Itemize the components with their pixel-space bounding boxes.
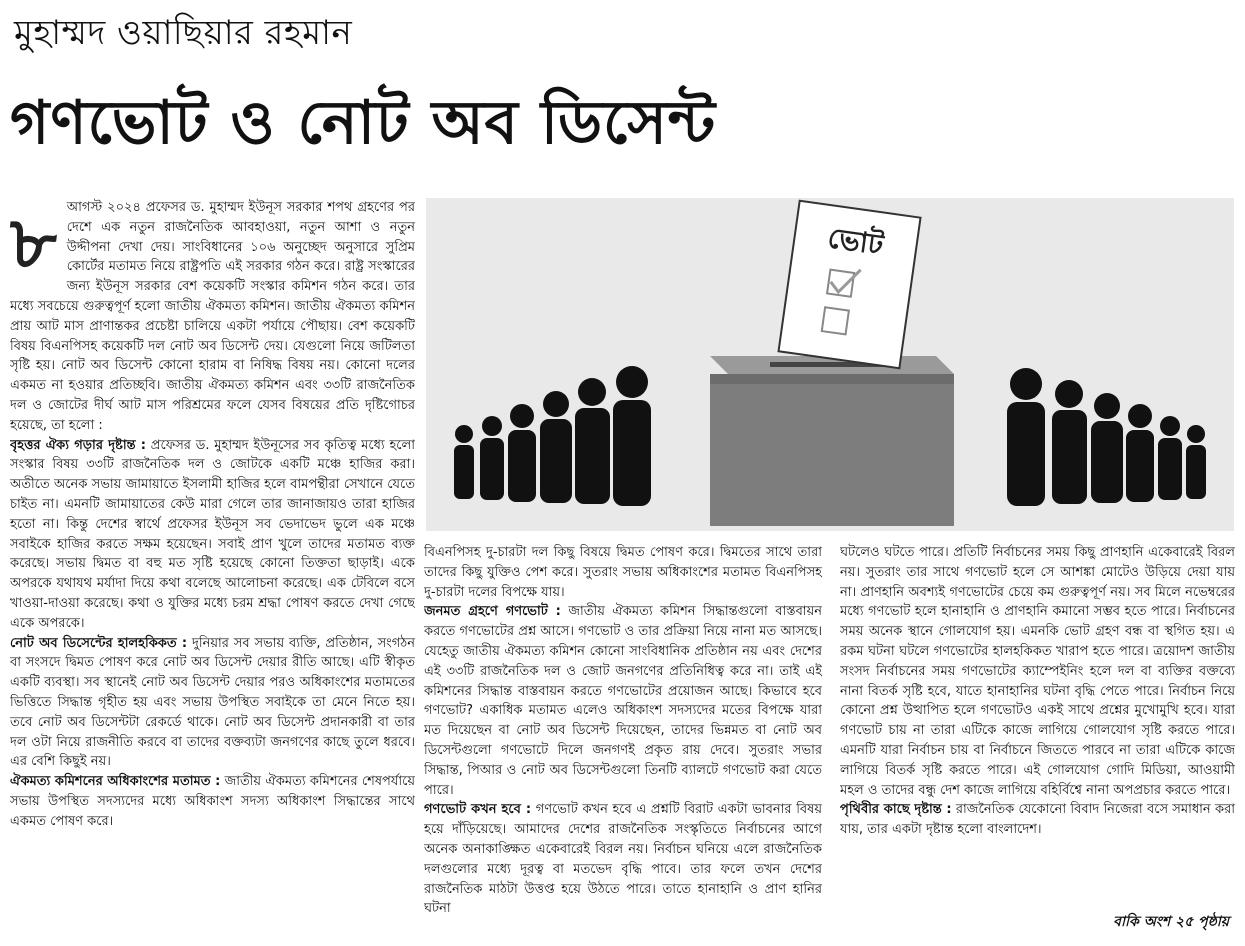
paragraph: দুনিয়ার সব সভায় ব্যক্তি, প্রতিষ্ঠান, সংগঠন বা সংসদে দ্বিমত পোষণ করে নোট অব ডিসেন্ট দেয়ার রীতি আছে। এটি স্বীকৃত একটি ব্যবস্থা। সব স্থানেই নোট অব ডিসেন্ট দেয়ার পরও অধিকাংশের মতামতের ভিত্তিতে সিদ্ধান্ত গৃহীত হয় এবং সভায় উপস্থিত সবাইকে তা মেনে নিতে হয়। তবে নোট অব ডিসেন্টটা রেকর্ডে থাকে। নোট অব ডিসেন্ট প্রদানকারী বা তার দল ওটা নিয়ে রাজনীতি করবে বা তাদের বক্তব্যটা জনগণের কাছে তুলে ধরবে। এর বেশি কিছুই নয়। <box>10 635 415 770</box>
paragraph: জাতীয় ঐকমত্য কমিশন সিদ্ধান্তগুলো বাস্তবায়ন করতে গণভোটের প্রশ্ন আসে। গণভোট ও তার প্রক্রিয়া নিয়ে নানা মত আসছে। যেহেতু জাতীয় ঐকমত্য কমিশন কোনো সাংবিধানিক প্রতিষ্ঠান নয় এবং দেশের এই ৩৩টি রাজনৈতিক দল ও জোট জনগণের প্রতিনিধিত্ব করে না। তাই এই কমিশনের সিদ্ধান্ত বাস্তবায়ন করতে গণভোটের প্রয়োজন আছে। কিভাবে হবে গণভোট? একাধিক মতামত এলেও অধিকাংশ সদস্যদের মতের বিপক্ষে যারা মত দিয়েছেন বা নোট অব ডিসেন্ট দিয়েছেন, তাদের ভিন্নমত বা নোট অব ডিসেন্টগুলো গণভোটে দিলে জনগণই প্রকৃত রায় দেবে। সুতরাং সভার সিদ্ধান্ত, পিআর ও নোট অব ডিসেন্টগুলো তিনটি ব্যালটে গণভোট করা যেতে পারে। <box>424 604 822 798</box>
headline: গণভোট ও নোট অব ডিসেন্ট <box>10 88 717 158</box>
ballot-box-illustration <box>426 198 1234 531</box>
ballot-label: ভোট <box>825 221 886 262</box>
paragraph: বিএনপিসহ দু-চারটা দল কিছু বিষয়ে দ্বিমত পোষণ করে। দ্বিমতের সাথে তারা তাদের কিছু যুক্তিও পেশ করে। সুতরাং সভায় অধিকাংশের মতামত বিএনপিসহ দু-চারটা দলের বিপক্ষে যায়। <box>424 545 822 600</box>
paragraph: জাতীয় ঐকমত্য কমিশনের শেষপর্যায়ে সভায় উপস্থিত সদস্যদের মধ্যে অধিকাংশ সদস্য অধিকাংশ সিদ্ধান্তের সাথে একমত পোষণ করে। <box>10 774 415 829</box>
author-byline: মুহাম্মদ ওয়াছিয়ার রহমান <box>14 13 353 53</box>
paragraph: গণভোট কখন হবে এ প্রশ্নটি বিরাট একটা ভাবনার বিষয় হয়ে দাঁড়িয়েছে। আমাদের দেশের রাজনৈতিক সংস্কৃতিতে নির্বাচনের আগে অনেক অনাকাঙ্ক্ষিত একেবারেই বিরল নয়। নির্বাচন ঘনিয়ে এলে রাজনৈতিক দলগুলোর মধ্যে দূরত্ব বা মতভেদ বৃদ্ধি পাবে। তার ফলে তখন দেশের রাজনৈতিক মাঠটা উত্তপ্ত হয়ে উঠতে পারে। তাতে হানাহানি ও প্রাণ হানির ঘটনা <box>424 802 822 917</box>
subheading: বৃহত্তর ঐক্য গড়ার দৃষ্টান্ত : <box>10 437 146 453</box>
subheading: নোট অব ডিসেন্টের হালহকিকত : <box>10 635 188 651</box>
paragraph: রাজনৈতিক যেকোনো বিবাদ নিজেরা বসে সমাধান করা যায়, তার একটা দৃষ্টান্ত হলো বাংলাদেশ। <box>840 802 1235 838</box>
intro-text: আগস্ট ২০২৪ প্রফেসর ড. মুহাম্মদ ইউনূস সরকার শপথ গ্রহণের পর দেশে এক নতুন রাজনৈতিক আবহাওয়া, নতুন আশা ও নতুন উদ্দীপনা দেখা দেয়। সাংবিধানের ১০৬ অনুচ্ছেদ অনুসারে সুপ্রিম কোর্টের মতামত নিয়ে রাষ্ট্রপতি এই সরকার গঠন করে। রাষ্ট্র সংস্কারের জন্য ইউনূস সরকার বেশ কয়েকটি সংস্কার কমিশন গঠন করে। তার মধ্যে সবচেয়ে গুরুত্বপূর্ণ হলো জাতীয় ঐকমত্য কমিশন। জাতীয় ঐকমত্য কমিশন প্রায় আট মাস প্রাণান্তকর প্রচেষ্টা চালিয়ে একটা পর্যায়ে পৌছায়। বেশ কয়েকটি বিষয় বিএনপিসহ কয়েকটি দল নোট অব ডিসেন্ট দেয়। যেগুলো নিয়ে জটিলতা সৃষ্টি হয়। নোট অব ডিসেন্ট কোনো হারাম বা নিষিদ্ধ বিষয় নয়। কোনো দলের একমত না হওয়ার প্রতিচ্ছবি। জাতীয় ঐকমত্য কমিশন এবং ৩৩টি রাজনৈতিক দল ও জোটের দীর্ঘ আট মাস পরিশ্রমের ফলে যেসব বিষয়ের প্রতি দৃষ্টিগোচর হয়েছে, তা হলো : <box>10 200 415 433</box>
dropcap: ৮ <box>10 201 57 285</box>
subheading: ঐকমত্য কমিশনের অধিকাংশের মতামত : <box>10 774 221 790</box>
article-column-1 <box>10 198 415 918</box>
continued-notice: বাকি অংশ ২৫ পৃষ্ঠায় <box>1113 914 1229 930</box>
subheading: গণভোট কখন হবে : <box>424 802 532 818</box>
article-column-2 <box>424 543 822 935</box>
subheading: জনমত গ্রহণে গণভোট : <box>424 604 561 620</box>
paragraph: প্রফেসর ড. মুহাম্মদ ইউনূসের সব কৃতিত্ব মধ্যে হলো সংস্কার বিষয় ৩৩টি রাজনৈতিক দল ও জোটকে একটি মঞ্চে হাজির করা। অতীতে অনেক সভায় জামায়াতে ইসলামী হাজির হলে বামপন্থীরা সেখানে যেতে চাইত না। এমনটি জামায়াতের কেউ মারা গেলে তার জানাজায়ও তারা হাজির হতো না। কিন্তু দেশের স্বার্থে প্রফেসর ইউনূস সব ভেদাভেদ ভুলে এক মঞ্চে সবাইকে হাজির করতে সক্ষম হয়েছেন। সবাই প্রাণ খুলে তাদের মতামত ব্যক্ত করেছে। সভায় দ্বিমত বা বহু মত সৃষ্টি হয়েছে কোনো তিক্ততা ছাড়াই। একে অপরকে যথাযথ মর্যাদা দিয়ে কথা বলেছে আলোচনা করেছে। এক টেবিলে বসে খাওয়া-দাওয়া করেছে। কথা ও যুক্তির মধ্যে চরম শ্রদ্ধা পোষণ করতে দেখা গেছে একে অপরকে। <box>10 437 415 631</box>
subheading: পৃথিবীর কাছে দৃষ্টান্ত : <box>840 802 952 818</box>
article-column-3 <box>840 543 1235 903</box>
paragraph: ঘটলেও ঘটতে পারে। প্রতিটি নির্বাচনের সময় কিছু প্রাণহানি একেবারেই বিরল নয়। সুতরাং তার সাথে গণভোট হলে সে আশঙ্কা মোটেও উড়িয়ে দেয়া যায় না। প্রাণহানি অবশ্যই গণভোটের চেয়ে কম গুরুত্বপূর্ণ নয়। সব মিলে নভেম্বরের মধ্যে গণভোট হলে হানাহানি ও প্রাণহানি কমানো সম্ভব হতে পারে। নির্বাচনের সময় অনেক স্থানে গোলযোগ হয়। এমনকি ভোট গ্রহণ বন্ধ বা স্থগিত হয়। এ রকম ঘটনা ঘটলে গণভোটের হালহকিকত খারাপ হতে পারে। ত্রয়োদশ জাতীয় সংসদ নির্বাচনের সময় গণভোটের ক্যাম্পেইনিং হলে দল বা ব্যক্তির বক্তব্যে নানা বিতর্ক সৃষ্টি হবে, যাতে হানাহানির ঘটনা বৃদ্ধি পেতে পারে। নির্বাচন নিয়ে কোনো প্রশ্ন উত্থাপিত হলে গণভোটও একই সাথে প্রশ্নের মুখোমুখি হবে। যারা গণভোট চায় না তারা এটিকে কাজে লাগিয়ে গোলযোগ সৃষ্টি করতে পারে। এমনটি যারা নির্বাচন চায় বা নির্বাচনে জিততে পারবে না তারা এটিকে কাজে লাগিয়ে বিতর্ক সৃষ্টি করতে পারে। এই গোলযোগ গোদি মিডিয়া, আওয়ামী মহল ও তাদের বন্ধু দেশ কাজে লাগিয়ে বহির্বিশ্বে নানা অপপ্রচার করতে পারে। <box>840 545 1235 798</box>
